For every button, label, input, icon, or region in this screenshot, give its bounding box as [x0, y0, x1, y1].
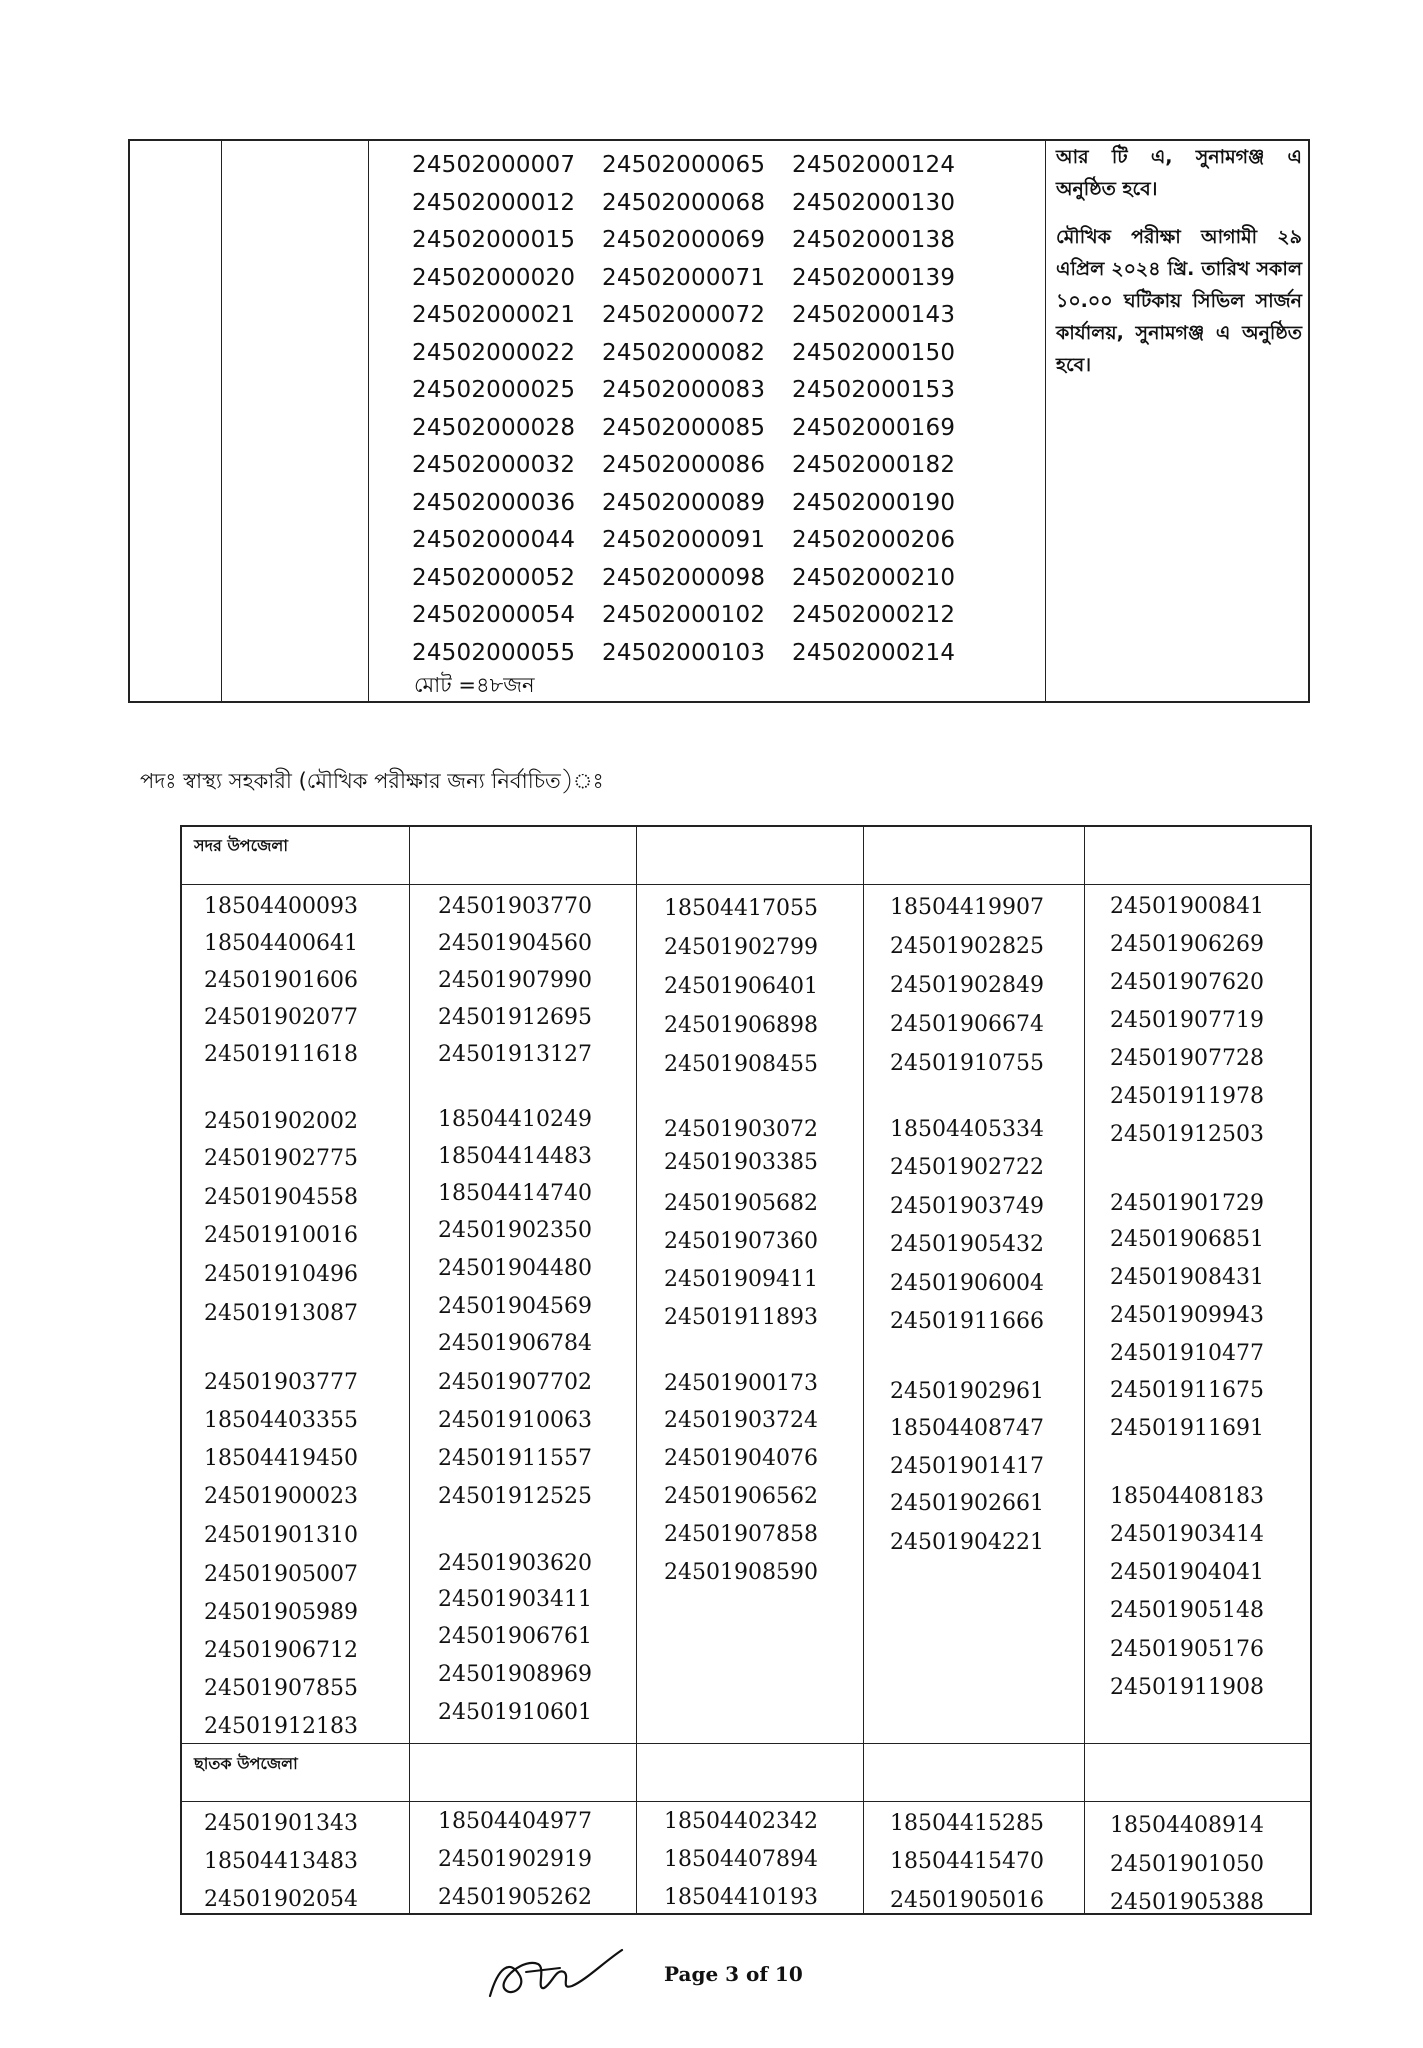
row-divider [182, 1801, 1310, 1802]
roll-number: 24501904480 [438, 1256, 592, 1281]
roll-number: 24501912525 [438, 1484, 592, 1509]
roll-number: 24502000210 [792, 564, 956, 591]
roll-number: 24502000098 [602, 564, 766, 591]
roll-number: 24501905007 [204, 1562, 358, 1587]
roll-number: 24501907702 [438, 1370, 592, 1395]
roll-number: 18504400641 [204, 931, 358, 956]
roll-number: 24501905682 [664, 1191, 818, 1216]
roll-number: 24502000103 [602, 639, 766, 666]
roll-number: 24501905148 [1110, 1598, 1264, 1623]
roll-number: 24502000083 [602, 377, 766, 403]
row-divider [182, 884, 1310, 885]
roll-number: 18504408914 [1110, 1813, 1264, 1838]
roll-number: 24502000089 [602, 489, 766, 516]
signature [480, 1928, 630, 2008]
roll-number: 24501902661 [890, 1491, 1044, 1516]
roll-number: 24502000072 [602, 302, 766, 328]
roll-number: 18504415470 [890, 1849, 1044, 1874]
roll-number: 24502000068 [602, 189, 766, 216]
roll-number: 24501902919 [438, 1847, 592, 1872]
roll-number: 24501902722 [890, 1155, 1044, 1180]
roll-number: 24502000091 [602, 527, 766, 553]
roll-number: 24501900023 [204, 1484, 358, 1509]
roll-number: 24501911618 [204, 1042, 358, 1067]
roll-number: 24501903770 [438, 894, 592, 919]
roll-number: 24501902825 [890, 934, 1044, 959]
roll-number: 24501904041 [1110, 1560, 1264, 1585]
roll-number: 24501911978 [1110, 1084, 1264, 1109]
roll-number: 24501903749 [890, 1194, 1044, 1219]
roll-number: 24501906004 [890, 1271, 1044, 1296]
top-results-table [128, 139, 1310, 703]
roll-number: 24501906712 [204, 1638, 358, 1663]
roll-number: 24501905432 [890, 1232, 1044, 1257]
roll-number: 24501900173 [664, 1371, 818, 1396]
note-venue-line: আর টি এ, সুনামগঞ্জ এ অনুষ্ঠিত হবে। [1056, 146, 1302, 200]
roll-number: 24502000025 [412, 377, 576, 403]
roll-number: 24502000028 [412, 414, 576, 441]
note-schedule-line: মৌখিক পরীক্ষা আগামী ২৯ এপ্রিল ২০২৪ খ্রি. তারিখ সকাল ১০.০০ ঘটিকায় সিভিল সার্জন কার্যালয়, সুনামগঞ্জ এ অনুষ্ঠিত হবে। [1056, 226, 1302, 376]
health-assistant-table [180, 825, 1312, 1915]
roll-number: 24501911557 [438, 1446, 592, 1471]
roll-number: 24501908431 [1110, 1265, 1264, 1290]
roll-number: 18504414740 [438, 1181, 592, 1206]
roll-number: 24501912695 [438, 1005, 592, 1030]
roll-number: 24501903411 [438, 1587, 592, 1612]
roll-number: 24502000169 [792, 414, 956, 441]
exam-note [1056, 141, 1302, 397]
column-divider [221, 141, 222, 701]
page-number: Page 3 of 10 [664, 1962, 803, 1986]
upazila-label-sadar: সদর উপজেলা [194, 836, 288, 855]
roll-number: 24502000206 [792, 527, 956, 553]
roll-number: 24501902799 [664, 935, 818, 960]
roll-number: 24502000012 [412, 189, 576, 216]
roll-number: 24502000007 [412, 152, 576, 178]
roll-number: 24501906898 [664, 1013, 818, 1038]
roll-number: 18504407894 [664, 1847, 818, 1872]
roll-number: 24501906784 [438, 1331, 592, 1356]
roll-number: 24501906761 [438, 1624, 592, 1649]
roll-number: 24502000150 [792, 339, 956, 366]
roll-number: 24501901050 [1110, 1852, 1264, 1877]
roll-number: 24502000032 [412, 452, 576, 478]
roll-number: 24502000069 [602, 227, 766, 253]
roll-number: 24501905176 [1110, 1637, 1264, 1662]
roll-number: 24501911893 [664, 1305, 818, 1330]
roll-number: 24502000055 [412, 639, 576, 666]
roll-number: 24501905989 [204, 1600, 358, 1625]
roll-number: 24501901343 [204, 1811, 358, 1836]
roll-number: 24501901310 [204, 1523, 358, 1548]
roll-number: 24501910496 [204, 1262, 358, 1287]
roll-number: 18504408747 [890, 1416, 1044, 1441]
roll-number: 18504417055 [664, 896, 818, 921]
roll-number: 24502000071 [602, 264, 766, 291]
roll-number: 24501905388 [1110, 1890, 1264, 1915]
roll-number: 24501913127 [438, 1042, 592, 1067]
roll-number: 24501902054 [204, 1887, 358, 1912]
roll-number: 24501906562 [664, 1484, 818, 1509]
roll-number: 24501910477 [1110, 1341, 1264, 1366]
roll-number: 18504410193 [664, 1885, 818, 1910]
roll-number: 24501911666 [890, 1309, 1044, 1334]
roll-number: 18504405334 [890, 1117, 1044, 1142]
roll-number: 24501902077 [204, 1005, 358, 1030]
roll-number: 24501904076 [664, 1446, 818, 1471]
roll-number: 24502000153 [792, 377, 956, 403]
roll-number: 24501907858 [664, 1522, 818, 1547]
roll-number: 24501903072 [664, 1117, 818, 1142]
row-divider [182, 1743, 1310, 1744]
roll-number: 24501910016 [204, 1223, 358, 1248]
roll-number: 24501910755 [890, 1051, 1044, 1076]
column-divider [368, 141, 369, 701]
roll-number: 24501906401 [664, 974, 818, 999]
upazila-label-chhatak: ছাতক উপজেলা [194, 1754, 298, 1773]
roll-number: 24502000020 [412, 264, 576, 291]
roll-number: 24502000138 [792, 227, 956, 253]
roll-number: 24501909943 [1110, 1303, 1264, 1328]
roll-number: 24502000052 [412, 564, 576, 591]
roll-number: 24501906851 [1110, 1227, 1264, 1252]
column-divider [863, 827, 864, 1913]
roll-number: 24501906269 [1110, 932, 1264, 957]
roll-number: 18504400093 [204, 894, 358, 919]
column-divider [1084, 827, 1085, 1913]
roll-number: 24501909411 [664, 1267, 818, 1292]
roll-number: 24502000021 [412, 302, 576, 328]
roll-number: 24502000130 [792, 189, 956, 216]
roll-number: 24501912503 [1110, 1122, 1264, 1147]
roll-number: 24501902961 [890, 1379, 1044, 1404]
roll-number: 24502000102 [602, 602, 766, 628]
roll-number: 24502000190 [792, 489, 956, 516]
roll-number: 24501907728 [1110, 1046, 1264, 1071]
roll-number: 24501904221 [890, 1530, 1044, 1555]
column-divider [1045, 141, 1046, 701]
roll-number: 18504402342 [664, 1809, 818, 1834]
roll-number: 24501904569 [438, 1294, 592, 1319]
roll-number: 18504415285 [890, 1811, 1044, 1836]
roll-number: 24501912183 [204, 1714, 358, 1739]
roll-number: 24501905262 [438, 1885, 592, 1910]
roll-number: 24501902350 [438, 1218, 592, 1243]
roll-number: 24501907719 [1110, 1008, 1264, 1033]
roll-number: 24501908969 [438, 1662, 592, 1687]
roll-number: 24501904558 [204, 1185, 358, 1210]
roll-number: 24502000054 [412, 602, 576, 628]
roll-number: 24501908590 [664, 1560, 818, 1585]
roll-number: 18504408183 [1110, 1484, 1264, 1509]
column-divider [636, 827, 637, 1913]
roll-number: 24501905016 [890, 1888, 1044, 1913]
roll-number: 24502000065 [602, 152, 766, 178]
roll-number: 24502000082 [602, 339, 766, 366]
roll-number: 24501902849 [890, 973, 1044, 998]
roll-number: 24501907360 [664, 1229, 818, 1254]
roll-number: 24502000182 [792, 452, 956, 478]
roll-number: 18504414483 [438, 1144, 592, 1169]
post-heading: পদঃ স্বাস্থ্য সহকারী (মৌখিক পরীক্ষার জন্য নির্বাচিত)ঃ [140, 769, 604, 793]
roll-number: 18504403355 [204, 1408, 358, 1433]
roll-number: 18504419907 [890, 895, 1044, 920]
roll-number: 24502000022 [412, 339, 576, 366]
roll-number: 24501903620 [438, 1551, 592, 1576]
roll-number: 24502000036 [412, 489, 576, 516]
roll-number: 18504419450 [204, 1446, 358, 1471]
roll-number: 18504413483 [204, 1849, 358, 1874]
roll-number: 18504410249 [438, 1107, 592, 1132]
roll-number: 24502000143 [792, 302, 956, 328]
roll-number: 24501906674 [890, 1012, 1044, 1037]
total-count: মোট =৪৮জন [414, 673, 535, 697]
roll-number: 24501902002 [204, 1109, 358, 1134]
roll-number: 18504404977 [438, 1809, 592, 1834]
roll-number: 24501910063 [438, 1408, 592, 1433]
column-divider [409, 827, 410, 1913]
roll-number: 24501911908 [1110, 1675, 1264, 1700]
roll-number: 24502000139 [792, 264, 956, 291]
roll-number: 24502000015 [412, 227, 576, 253]
roll-number: 24501902775 [204, 1146, 358, 1171]
roll-number: 24502000086 [602, 452, 766, 478]
roll-number: 24501907620 [1110, 970, 1264, 995]
roll-number: 24501903777 [204, 1370, 358, 1395]
roll-number: 24501907855 [204, 1676, 358, 1701]
roll-number: 24501908455 [664, 1052, 818, 1077]
roll-number: 24501910601 [438, 1700, 592, 1725]
roll-number: 24501901606 [204, 968, 358, 993]
roll-number: 24501901417 [890, 1454, 1044, 1479]
roll-number: 24502000044 [412, 527, 576, 553]
roll-number: 24501911691 [1110, 1416, 1264, 1441]
roll-number: 24502000214 [792, 639, 956, 666]
roll-number: 24502000212 [792, 602, 956, 628]
roll-number: 24501904560 [438, 931, 592, 956]
roll-number: 24501903414 [1110, 1522, 1264, 1547]
roll-number: 24501900841 [1110, 894, 1264, 919]
roll-number: 24501911675 [1110, 1378, 1264, 1403]
roll-number: 24501903385 [664, 1150, 818, 1175]
roll-number: 24501913087 [204, 1301, 358, 1326]
roll-number: 24501903724 [664, 1408, 818, 1433]
roll-number: 24501907990 [438, 968, 592, 993]
roll-number: 24502000085 [602, 414, 766, 441]
roll-number: 24501901729 [1110, 1191, 1264, 1216]
roll-number: 24502000124 [792, 152, 956, 178]
